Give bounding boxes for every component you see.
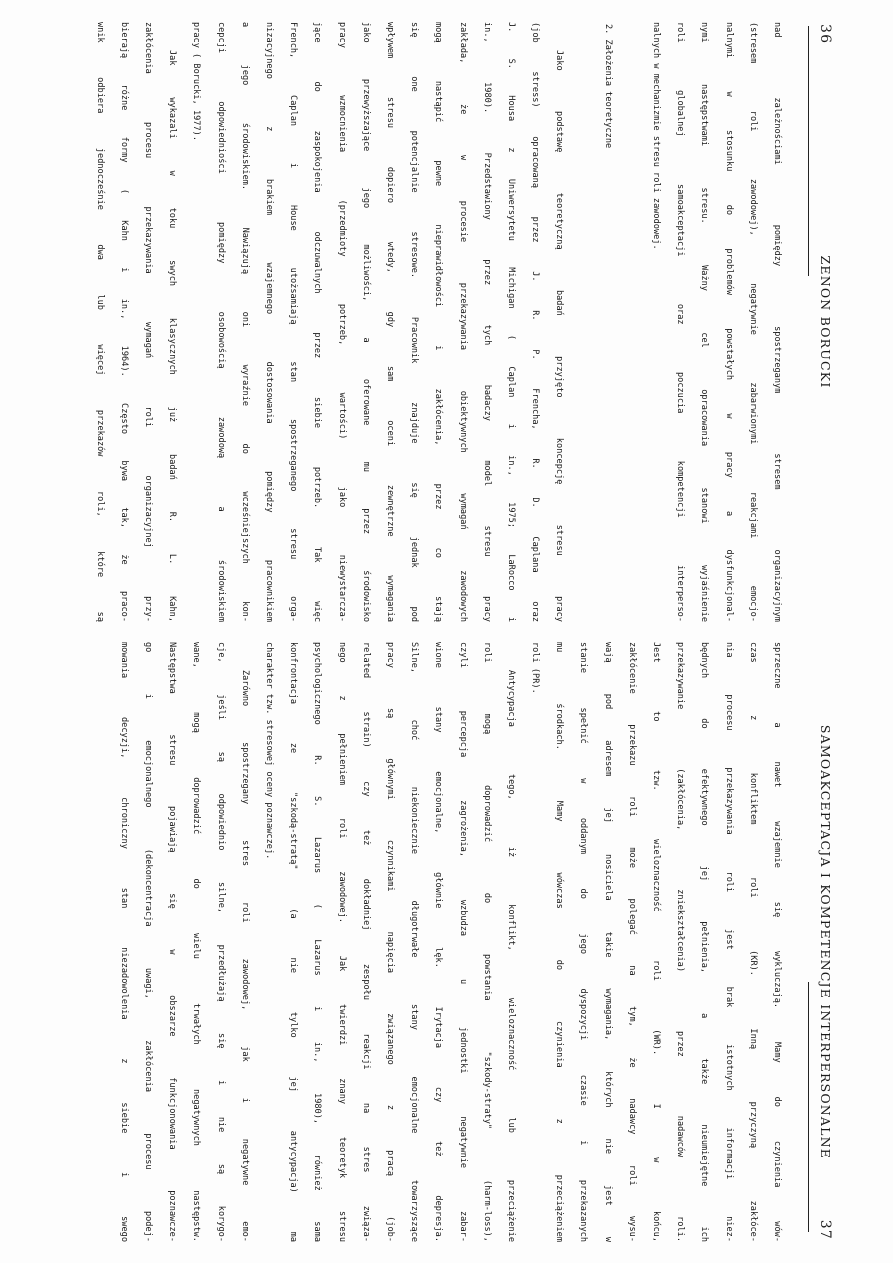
right-header-rule: [808, 982, 809, 1232]
text-line: roli (PR).: [530, 642, 541, 694]
text-line: wają pod adresem jej nosiciela takie wymagania, których nie jest w: [602, 642, 613, 1242]
text-line: related strain) czy też dokładniej zespołu reakcji na stres związa-: [360, 642, 371, 1242]
text-line: mu środkach. Mamy wówczas do czynienia z przeciążeniem: [554, 642, 565, 1242]
left-running-head: [811, 22, 833, 622]
text-line: roli mogą doprowadzić do powstania "szkody-straty" (harm-loss),: [481, 642, 492, 1242]
right-running-title: SAMOAKCEPTACJA I KOMPETENCJE INTERPERSONALNE: [818, 724, 833, 1160]
text-line: nalnych w mechanizmie stresu roli zawodowej.: [651, 22, 662, 250]
text-line: mogą nastąpić pewne nieprawidłowości i zakłócenia, przez co stają: [433, 22, 444, 622]
text-line: czyli percepcja zagrożenia, wzbudza u jednostki negatywnie zabar-: [457, 642, 468, 1242]
text-line: Silne, choć niekoniecznie długotrwałe stany emocjonalne towarzyszące: [409, 642, 420, 1242]
text-line: [571, 22, 595, 622]
left-page-number: 36: [817, 24, 833, 45]
text-line: wnik odbiera jednocześnie dwa lub więcej przekazów roli, które są: [94, 22, 105, 622]
text-line: wane, mogą doprowadzić do wielu trwałych negatywnych następstw.: [191, 642, 202, 1242]
text-line: nad zależnościami pomiędzy spostrzeganym stresem organizacyjnym: [772, 22, 782, 622]
text-line: się one potencjalnie stresowe. Pracownik znajduje się jednak pod: [409, 22, 420, 622]
text-line: wione stany emocjonalne, głównie lęk. Irytacja czy też depresja.: [433, 642, 444, 1242]
text-line: in., 1980). Przedstawiony przez tych badaczy model stresu pracy: [481, 22, 492, 622]
text-line: czas z konfliktem roli (KR). Inną przyczyną zakłóce-: [747, 642, 758, 1242]
right-page-number: 37: [817, 1219, 833, 1240]
left-page: [0, 22, 893, 622]
text-line: Jest to tzw. wieloznaczność roli (WR). I w końcu,: [651, 642, 662, 1242]
text-line: charakter tzw. stresowej oceny poznawczej.: [264, 642, 275, 860]
text-line: pracy wzmocnienia (przedmioty potrzeb, wartości) jako niewystarcza-: [336, 22, 347, 622]
text-line: go i emocjonalnego (dekoncentracja uwagi, zakłócenia procesu podej-: [143, 642, 154, 1242]
text-line: Następstwa stresu pojawiają się w obszarze funkcjonowania poznawcze-: [167, 642, 178, 1242]
text-line: mowania decyzji, chroniczny stan niezadowolenia z siebie i swego: [118, 642, 129, 1242]
text-line: Jak wykazali w toku swych klasycznych już badań R. L. Kahn,: [167, 50, 178, 622]
text-line: nego z pełnieniem roli zawodowej. Jak twierdzi znany teoretyk stresu: [336, 642, 347, 1242]
text-line: J. S. Housa z Uniwersytetu Michigan ( Caplan i in., 1975; LaRocco i: [505, 22, 516, 622]
text-line: nymi następstwami stresu. Ważny cel opracowania stanowi wyjaśnienie: [699, 22, 710, 622]
text-line: bierają różne formy ( Kahn i in., 1964). Często bywa tak, że praco-: [118, 22, 129, 622]
text-line: pracy ( Borucki, 1977).: [191, 22, 202, 141]
left-page-text: [88, 22, 789, 622]
text-line: [620, 22, 644, 622]
text-line: stanie spełnić w oddanym do jego dyspozycji czasie i przekazanych: [578, 642, 589, 1242]
text-line: przekazywanie (zakłócenia, zniekształcenia) przez nadawców roli.: [675, 642, 686, 1242]
right-page-text: [112, 642, 789, 1242]
text-line: Zarówno spostrzegany stres roli zawodowej, jak i negatywne emo-: [239, 670, 250, 1242]
text-line: konfrontacja ze "szkodą-stratą" (a nie tylko jej antycypacja) ma: [288, 642, 299, 1242]
text-line: French, Caplan i House utożsamiają stan spostrzeganego stresu orga-: [288, 22, 299, 622]
left-header-rule: [808, 26, 809, 276]
text-line: zakłada, że w procesie przekazywania obiektywnych wymagań zawodowych: [457, 22, 468, 622]
text-line: a jego środowiskiem. Nawiązują oni wyraźnie do wcześniejszych kon-: [239, 22, 250, 622]
text-line: zakłócenia procesu przekazywania wymagań roli organizacyjnej przy-: [143, 22, 154, 622]
left-running-title: ZENON BORUCKI: [818, 255, 833, 389]
text-line: (job stress) opracowaną przez J. R. P. Frencha, R. D. Caplana oraz: [530, 22, 541, 622]
text-line: sprzeczne a nawet wzajemnie się wykluczają. Mamy do czynienia wów-: [772, 642, 782, 1242]
text-line: psychologicznego R. S. Lazarus ( Lazarus i in., 1980), również sama: [312, 642, 323, 1242]
section-heading: 2. Założenia teoretyczne: [602, 24, 613, 149]
text-line: jako przewyższające jego możliwości, a oferowane mu przez środowisko: [360, 22, 371, 622]
text-line: nia procesu przekazywania roli jest brak istotnych informacji niez-: [723, 642, 734, 1242]
text-line: będnych do efektywnego jej pełnienia, a także nieumiejętne ich: [699, 642, 710, 1242]
text-line: (stresem roli zawodowej), negatywnie zabarwionymi reakcjami emocjo-: [747, 22, 758, 622]
text-line: nalnymi w stosunku do problemów powstałych w pracy a dysfunkcjonal-: [723, 22, 734, 622]
text-line: zakłócenie przekazu roli może polegać na tym, że nadawcy roli wysu-: [626, 642, 637, 1242]
text-line: pracy są głównymi czynnikami napięcia związanego z pracą (job-: [385, 642, 395, 1242]
right-page: [0, 642, 893, 1242]
text-line: nizacyjnego z brakiem wzajemnego dostosowania pomiędzy pracownikiem: [264, 22, 275, 622]
text-line: cje, jeśli są odpowiednio silne, przedłużają się i nie są korygo-: [215, 642, 226, 1242]
text-line: Jako podstawę teoretyczną badań przyjęto koncepcję stresu pracy: [554, 50, 565, 622]
text-line: Antycypacja tego, iż konflikt, wieloznaczność lub przeciążenie: [505, 670, 516, 1242]
text-line: cepcji odpowiedniości pomiędzy osobowością zawodową a środowiskiem: [215, 22, 226, 622]
right-running-head: [811, 642, 833, 1242]
text-line: roli globalnej samoakceptacji oraz poczucia kompetencji interperso-: [675, 22, 686, 622]
text-line: jące do zaspokojenia odczuwalnych przez siebie potrzeb. Tak więc: [312, 22, 323, 622]
text-line: wpływem stresu dopiero wtedy, gdy sam oceni zewnętrzne wymagania: [385, 22, 395, 622]
